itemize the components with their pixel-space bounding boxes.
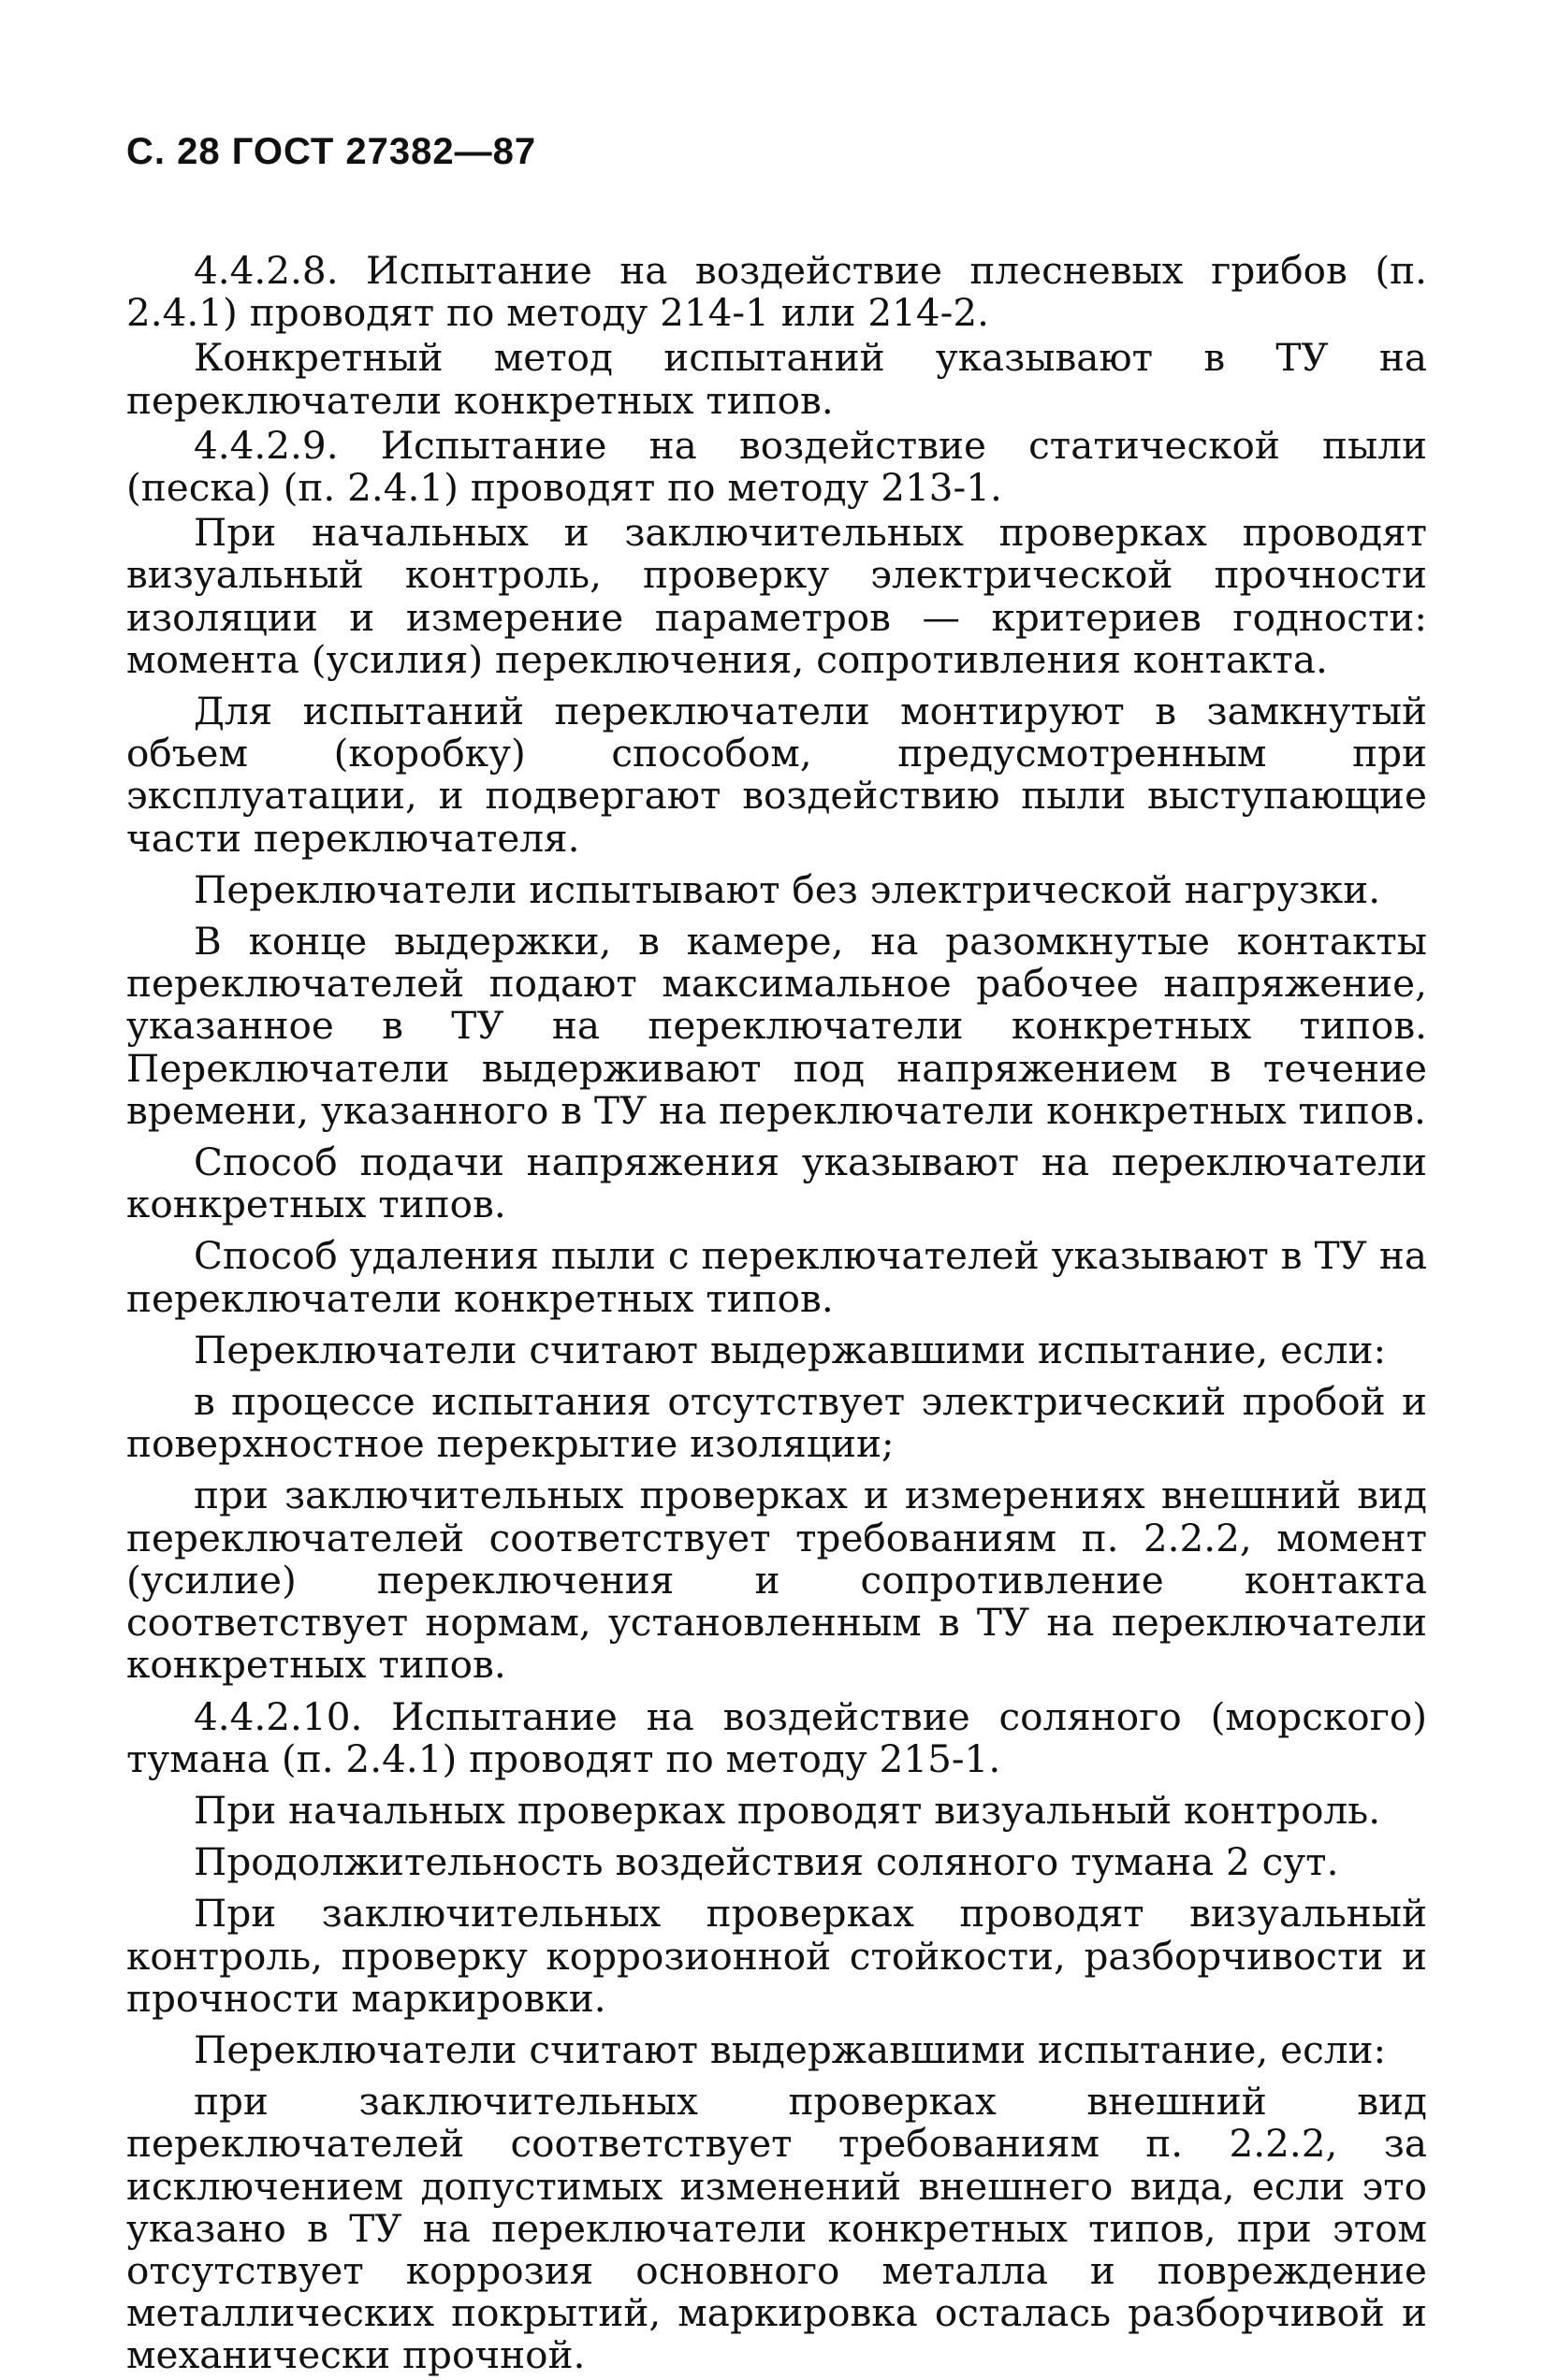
paragraph: Продолжительность воздействия соляного тумана 2 сут.	[194, 1839, 1339, 1885]
paragraph: при заключительных проверках внешний вид переключателей соответствует требованиям п. 2.2.2, за исключением допустимых изменений внешнего вида, если это указано в ТУ на переключатели конкретных типов, при этом отсутствует коррозия основного металла и повреждение металлических покрытий, маркировка осталась разборчивой и механически прочной.	[126, 2079, 1427, 2378]
paragraph: в процессе испытания отсутствует электрический пробой и поверхностное перекрытие изоляции;	[126, 1379, 1427, 1467]
paragraph-4-4-2-9: 4.4.2.9. Испытание на воздействие статической пыли (песка) (п. 2.4.1) проводят по методу 213-1.	[126, 422, 1427, 511]
paragraph: Способ удаления пыли с переключателей указывают в ТУ на переключатели конкретных типов.	[126, 1233, 1427, 1321]
paragraph: при заключительных проверках и измерениях внешний вид переключателей соответствует требованиям п. 2.2.2, момент (усилие) переключения и сопротивление контакта соответствует нормам, установленным в ТУ на переключатели конкретных типов.	[126, 1473, 1427, 1688]
page-header: С. 28 ГОСТ 27382—87	[126, 131, 537, 172]
document-page	[126, 131, 1427, 2380]
paragraph: Переключатели считают выдержавшими испытание, если:	[194, 1327, 1387, 1372]
paragraph: Конкретный метод испытаний указывают в ТУ на переключатели конкретных типов.	[126, 335, 1427, 423]
paragraph: Переключатели испытывают без электрической нагрузки.	[194, 866, 1381, 912]
paragraph-4-4-2-10: 4.4.2.10. Испытание на воздействие соляного (морского) тумана (п. 2.4.1) проводят по методу 215-1.	[126, 1693, 1427, 1781]
paragraph: Для испытаний переключатели монтируют в замкнутый объем (коробку) способом, предусмотренным при эксплуатации, и подвергают воздействию пыли выступающие части переключателя.	[126, 689, 1427, 861]
paragraph: Переключатели считают выдержавшими испытание, если:	[194, 2026, 1387, 2072]
paragraph-4-4-2-8: 4.4.2.8. Испытание на воздействие плесневых грибов (п. 2.4.1) проводят по методу 214-1 или 214-2.	[126, 248, 1427, 336]
paragraph: При заключительных проверках проводят визуальный контроль, проверку коррозионной стойкости, разборчивости и прочности маркировки.	[126, 1891, 1427, 2021]
paragraph: Способ подачи напряжения указывают на переключатели конкретных типов.	[126, 1139, 1427, 1227]
document-body	[126, 250, 1427, 2377]
paragraph: При начальных проверках проводят визуальный контроль.	[194, 1787, 1381, 1833]
paragraph: При начальных и заключительных проверках проводят визуальный контроль, проверку электрической прочности изоляции и измерение параметров — критериев годности: момента (усилия) переключения, сопротивления контакта.	[126, 510, 1427, 682]
paragraph: В конце выдержки, в камере, на разомкнутые контакты переключателей подают максимальное рабочее напряжение, указанное в ТУ на переключатели конкретных типов. Переключатели выдерживают под напряжением в течение времени, указанного в ТУ на переключатели конкретных типов.	[126, 919, 1427, 1133]
